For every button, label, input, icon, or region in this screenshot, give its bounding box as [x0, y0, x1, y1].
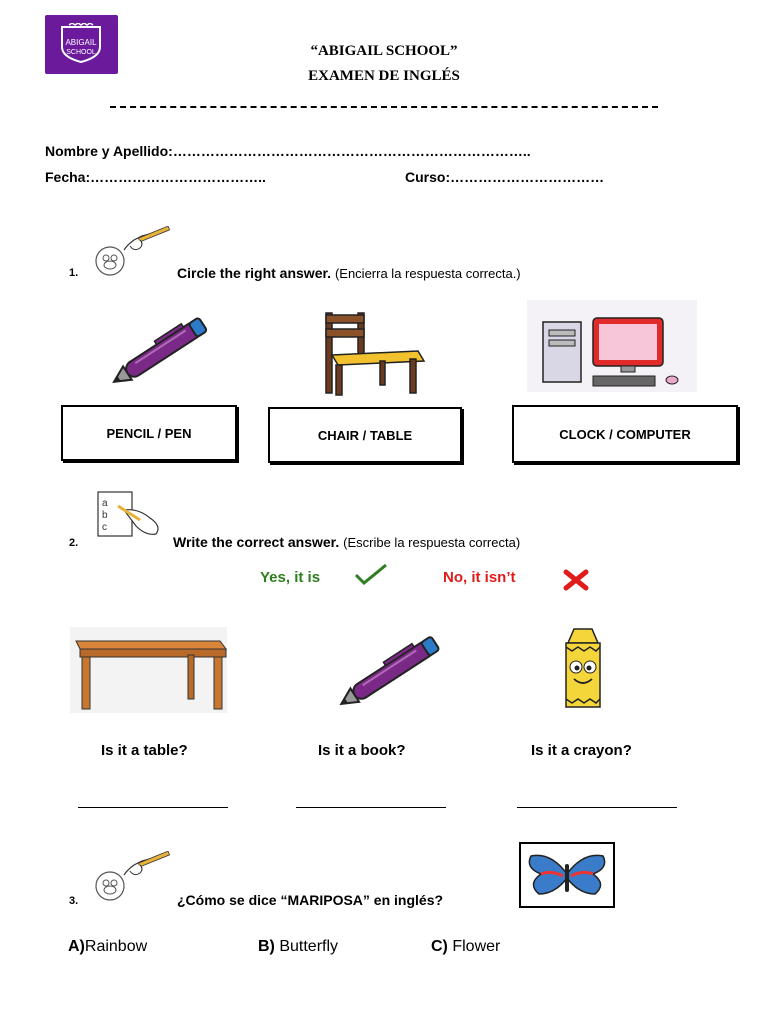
school-title: “ABIGAIL SCHOOL”	[310, 43, 458, 59]
answer-line-3[interactable]	[517, 807, 677, 808]
answer-line-2[interactable]	[296, 807, 446, 808]
option-a-letter: A)	[68, 938, 85, 955]
answer-line-1[interactable]	[78, 807, 228, 808]
svg-text:a: a	[102, 498, 108, 509]
name-field: Nombre y Apellido:…………………………………………………………………..	[45, 143, 531, 159]
q2-instruction-es: (Escribe la respuesta correcta)	[343, 535, 521, 550]
crayon-icon	[558, 627, 608, 711]
option-box-clock-computer[interactable]: CLOCK / COMPUTER	[512, 405, 738, 463]
svg-text:ABIGAIL: ABIGAIL	[65, 38, 97, 47]
hand-writing-icon	[96, 490, 166, 540]
chair-icon	[318, 307, 426, 397]
computer-icon	[527, 300, 697, 392]
svg-text:c: c	[102, 522, 107, 533]
q3-question: ¿Cómo se dice “MARIPOSA” en inglés?	[177, 892, 444, 908]
cross-icon	[563, 569, 589, 591]
hand-drawing-icon	[90, 226, 174, 278]
exam-title: EXAMEN DE INGLÉS	[308, 68, 460, 84]
course-field: Curso:……………………………	[405, 169, 605, 185]
question-table: Is it a table?	[101, 742, 188, 759]
svg-text:b: b	[102, 510, 108, 521]
q3-number: 3.	[69, 895, 79, 907]
pen-icon-2	[327, 625, 464, 713]
divider	[110, 106, 658, 108]
option-b-letter: B)	[258, 938, 275, 955]
question-crayon: Is it a crayon?	[531, 742, 632, 759]
q1-instruction	[177, 265, 521, 281]
no-label: No, it isn’t	[443, 569, 516, 586]
option-a-text: Rainbow	[84, 938, 148, 955]
q2-instruction-en: Write the correct answer.	[173, 534, 340, 550]
q2-number: 2.	[69, 537, 79, 549]
question-book: Is it a book?	[318, 742, 406, 759]
q2-instruction	[173, 534, 520, 550]
pen-icon	[102, 308, 230, 388]
option-b[interactable]	[258, 938, 338, 956]
option-c[interactable]	[431, 938, 500, 956]
svg-text:SCHOOL: SCHOOL	[66, 49, 96, 56]
q1-instruction-es: (Encierra la respuesta correcta.)	[334, 266, 521, 281]
yes-label: Yes, it is	[260, 569, 321, 586]
option-b-text: Butterfly	[279, 938, 339, 955]
table-icon	[70, 627, 227, 713]
option-c-text: Flower	[452, 938, 501, 955]
hand-drawing-icon-2	[90, 851, 174, 903]
date-field: Fecha:………………………………..	[45, 169, 266, 185]
check-icon	[354, 563, 388, 585]
option-a[interactable]	[68, 938, 147, 956]
option-box-pencil-pen[interactable]: PENCIL / PEN	[61, 405, 237, 461]
option-c-letter: C)	[431, 938, 448, 955]
butterfly-icon	[519, 842, 615, 908]
q1-instruction-en: Circle the right answer.	[177, 265, 332, 281]
option-box-chair-table[interactable]: CHAIR / TABLE	[268, 407, 462, 463]
q1-number: 1.	[69, 267, 79, 279]
